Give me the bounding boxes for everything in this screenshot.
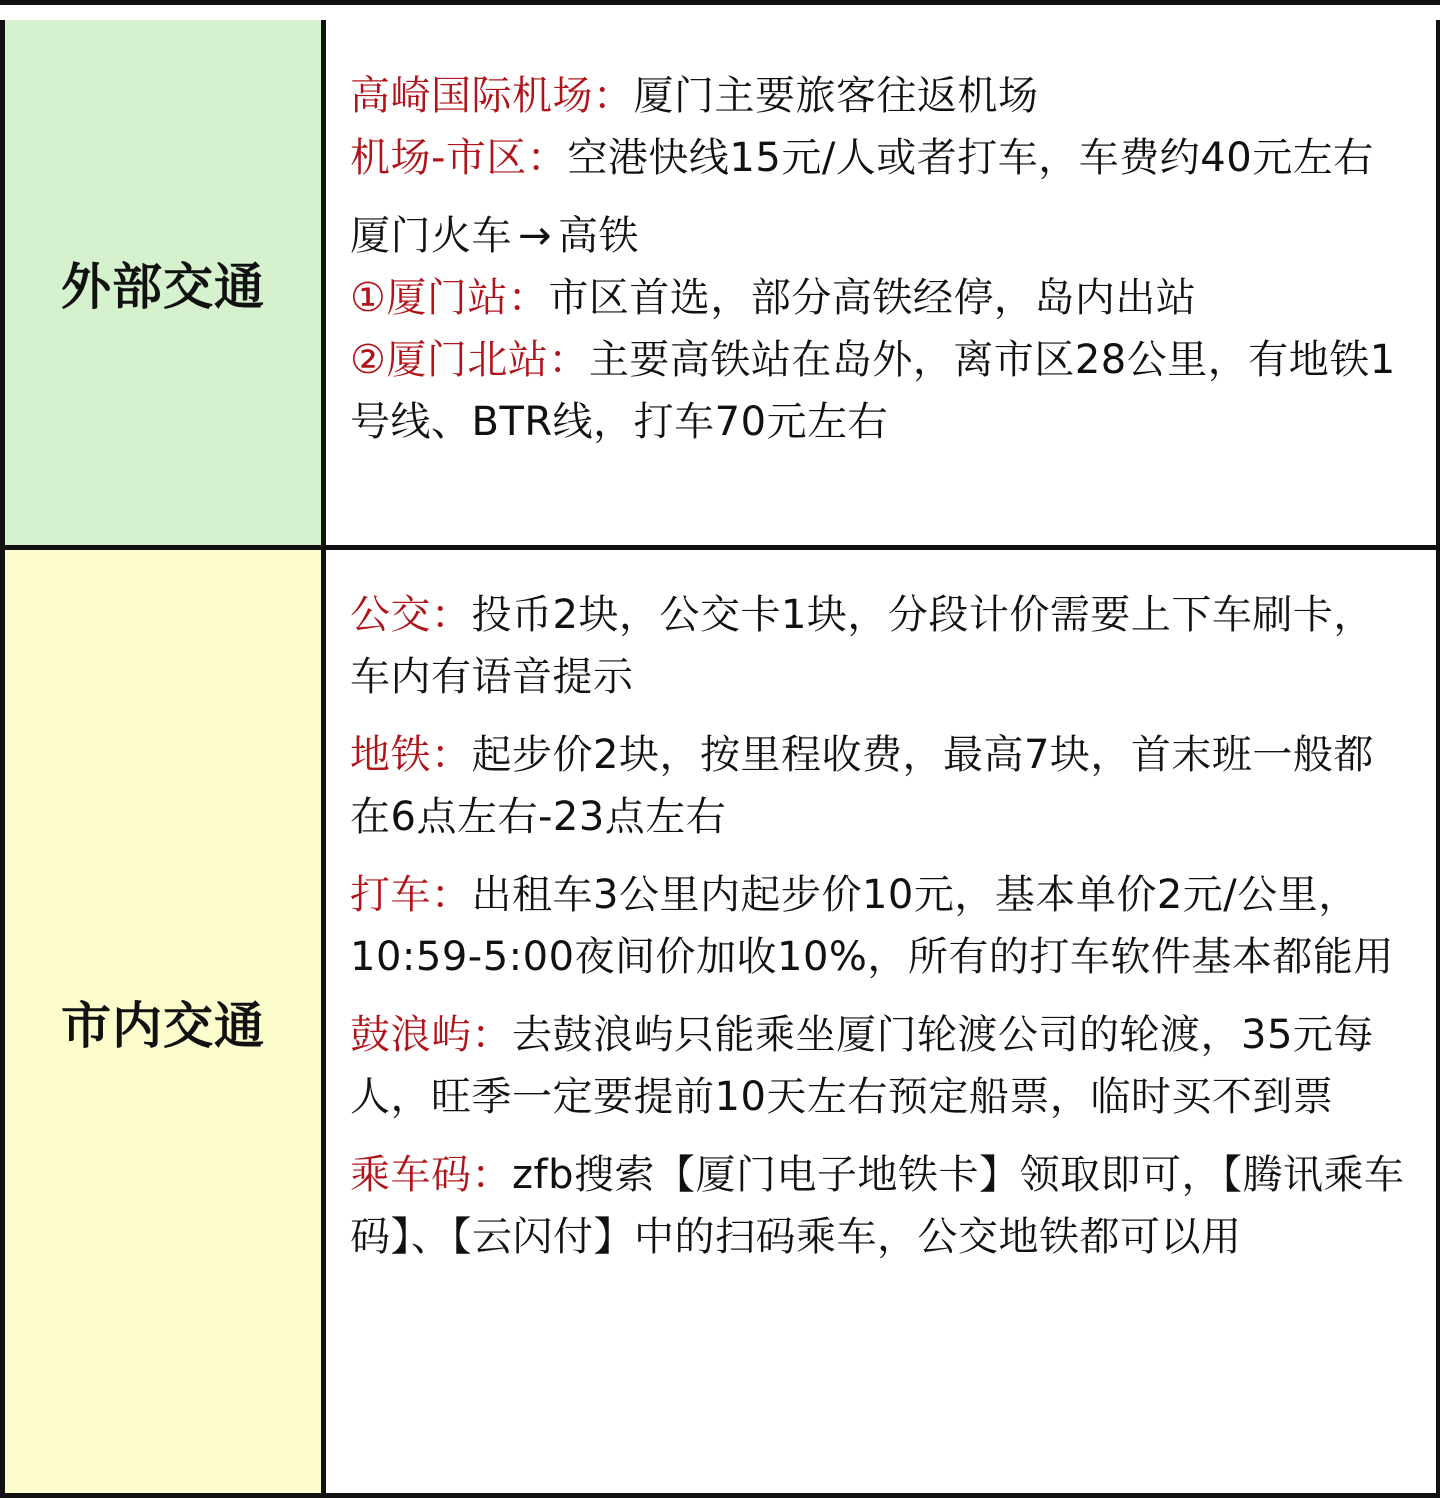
airport-key: 高崎国际机场： bbox=[350, 73, 634, 119]
external-transport-label: 外部交通 bbox=[61, 257, 265, 316]
airport-group bbox=[350, 65, 1412, 189]
station2-key: ②厦门北站： bbox=[350, 337, 589, 383]
station2-text: 主要高铁站在岛外，离市区28公里，有地铁1号线、BTR线，打车70元左右 bbox=[350, 337, 1396, 445]
taxi-item bbox=[350, 864, 1412, 988]
taxi-key: 打车： bbox=[350, 872, 472, 918]
train-heading bbox=[350, 205, 1412, 267]
airport-city-text: 空港快线15元/人或者打车，车费约40元左右 bbox=[567, 135, 1374, 181]
bus-key: 公交： bbox=[350, 592, 472, 638]
city-transport-content bbox=[326, 550, 1440, 1493]
metro-key: 地铁： bbox=[350, 732, 472, 778]
airport-city-line bbox=[350, 127, 1412, 189]
external-transport-content bbox=[326, 20, 1440, 545]
city-transport-label: 市内交通 bbox=[61, 996, 265, 1055]
city-transport-label-cell bbox=[0, 550, 326, 1493]
ride-code-text: zfb搜索【厦门电子地铁卡】领取即可，【腾讯乘车码】、【云闪付】中的扫码乘车，公交地铁都可以用 bbox=[350, 1152, 1405, 1260]
train-heading-left: 厦门火车 bbox=[350, 213, 512, 259]
external-transport-label-cell bbox=[0, 20, 326, 545]
gulangyu-text: 去鼓浪屿只能乘坐厦门轮渡公司的轮渡，35元每人，旺季一定要提前10天左右预定船票，临时买不到票 bbox=[350, 1012, 1374, 1120]
ride-code-item bbox=[350, 1144, 1412, 1268]
train-group bbox=[350, 205, 1412, 453]
taxi-text: 出租车3公里内起步价10元，基本单价2元/公里，10:59-5:00夜间价加收10%，所有的打车软件基本都能用 bbox=[350, 872, 1394, 980]
external-transport-row bbox=[0, 20, 1440, 550]
metro-text: 起步价2块，按里程收费，最高7块，首末班一般都在6点左右-23点左右 bbox=[350, 732, 1374, 840]
airport-line bbox=[350, 65, 1412, 127]
metro-item bbox=[350, 724, 1412, 848]
station1-text: 市区首选，部分高铁经停，岛内出站 bbox=[548, 275, 1197, 321]
gulangyu-item bbox=[350, 1004, 1412, 1128]
bus-item bbox=[350, 584, 1412, 708]
bus-text: 投币2块，公交卡1块，分段计价需要上下车刷卡，车内有语音提示 bbox=[350, 592, 1374, 700]
station1-line bbox=[350, 267, 1412, 329]
station2-line bbox=[350, 329, 1412, 453]
airport-text: 厦门主要旅客往返机场 bbox=[633, 73, 1039, 119]
arrow-right-icon: → bbox=[518, 213, 553, 259]
ride-code-key: 乘车码： bbox=[350, 1152, 512, 1198]
gulangyu-key: 鼓浪屿： bbox=[350, 1012, 512, 1058]
airport-city-key: 机场-市区： bbox=[350, 135, 568, 181]
train-heading-right: 高铁 bbox=[558, 213, 640, 259]
station1-key: ①厦门站： bbox=[350, 275, 549, 321]
city-transport-row bbox=[0, 550, 1440, 1498]
